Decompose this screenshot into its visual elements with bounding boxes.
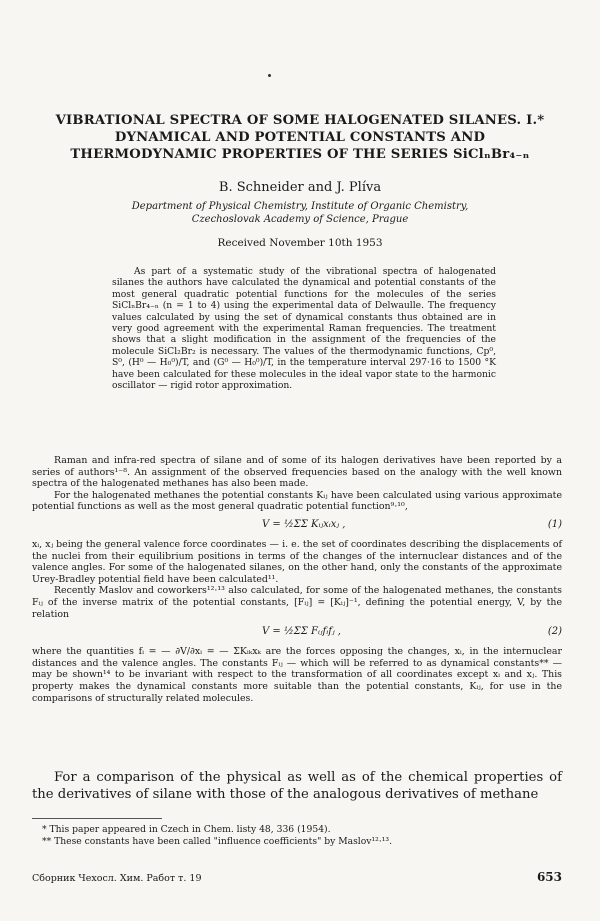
footnote-divider (32, 818, 162, 819)
paragraph: where the quantities fᵢ = — ∂V/∂xᵢ = — ΣKᵢₖxₖ are the forces opposing the changes, xᵢ, in the internuclear distances and the valence angles. The constants Fᵢⱼ — which will be referred to as dynamical constants** — may be shown¹⁴ to be invariant with respect to the transformation of all coordinates except xᵢ and xⱼ. This property makes the dynamical constants more suitable than the potential constants, Kᵢⱼ, for use in the comparisons of structurally related molecules. (32, 646, 562, 704)
body-text (32, 455, 562, 704)
paragraph: For the halogenated methanes the potential constants Kᵢⱼ have been calculated using various approximate potential functions as well as the most general quadratic potential function⁹·¹⁰, (32, 489, 562, 513)
paragraph-large: For a comparison of the physical as well as of the chemical properties of the derivatives of silane with those of the analogous derivatives of methane (32, 770, 562, 802)
equation-number: (1) (547, 518, 562, 530)
title-line: THERMODYNAMIC PROPERTIES OF THE SERIES SiClₙBr₄₋ₙ (70, 147, 530, 162)
affiliation (40, 200, 560, 226)
paragraph: Raman and infra-red spectra of silane and of some of its halogen derivatives have been reported by a series of authors¹⁻⁸. An assignment of the observed frequencies based on the analogy with the well known spectra of the halogenated methanes has also been made. (32, 455, 562, 490)
received-date: Received November 10th 1953 (217, 237, 383, 249)
abstract (112, 266, 496, 391)
equation-formula: V = ½ΣΣ Fᵢⱼfᵢfⱼ , (262, 626, 341, 638)
affiliation-line: Department of Physical Chemistry, Institute of Organic Chemistry, (131, 201, 469, 212)
footnote: * This paper appeared in Czech in Chem. listy 48, 336 (1954). (42, 824, 331, 835)
page-number: 653 (536, 870, 562, 884)
affiliation-line: Czechoslovak Academy of Science, Prague (191, 214, 409, 225)
equation-number: (2) (547, 626, 562, 638)
title-line: DYNAMICAL AND POTENTIAL CONSTANTS AND (114, 130, 486, 145)
journal-footer: Сборник Чехосл. Хим. Работ т. 19 (32, 873, 202, 884)
title-line: VIBRATIONAL SPECTRA OF SOME HALOGENATED SILANES. I.* (55, 113, 545, 128)
decorative-dot (268, 74, 271, 77)
paragraph: Recently Maslov and coworkers¹²·¹³ also calculated, for some of the halogenated methanes, the constants Fᵢⱼ of the inverse matrix of the potential constants, [Fᵢⱼ] = [Kᵢⱼ]⁻¹, defining the potential energy, V, by the relation (32, 585, 562, 620)
paragraph: xᵢ, xⱼ being the general valence force coordinates — i. e. the set of coordinates describing the displacements of the nuclei from their equilibrium positions in terms of the changes of the internuclear distances and of the valence angles. For some of the halogenated silanes, on the other hand, only the constants of the approximate Urey-Bradley potential field have been calculated¹¹. (32, 538, 562, 585)
authors: B. Schneider and J. Plíva (218, 180, 382, 195)
footnote: ** These constants have been called "influence coefficients" by Maslov¹²·¹³. (42, 836, 393, 847)
equation-1 (32, 515, 562, 537)
abstract-text: As part of a systematic study of the vibrational spectra of halogenated silanes the authors have calculated the dynamical and potential constants of the most general quadratic potential functions for the molecules of the series SiClₙBr₄₋ₙ (n = 1 to 4) using the experimental data of Delwaulle. The frequency values calculated by using the set of dynamical constants thus obtained are in very good agreement with the experimental Raman frequencies. The treatment shows that a slight modification in the assignment of the frequencies of the molecule SiCl₂Br₂ is necessary. The values of the thermodynamic functions, Cp⁰, S⁰, (H⁰ — H₀⁰)/T, and (G⁰ — H₀⁰)/T, in the temperature interval 297·16 to 1500 °K have been calculated for these molecules in the ideal vapor state to the harmonic oscillator — rigid rotor approximation. (112, 266, 496, 392)
paper-title (40, 112, 560, 163)
equation-formula: V = ½ΣΣ Kᵢⱼxᵢxⱼ , (262, 518, 346, 530)
equation-2 (32, 622, 562, 644)
